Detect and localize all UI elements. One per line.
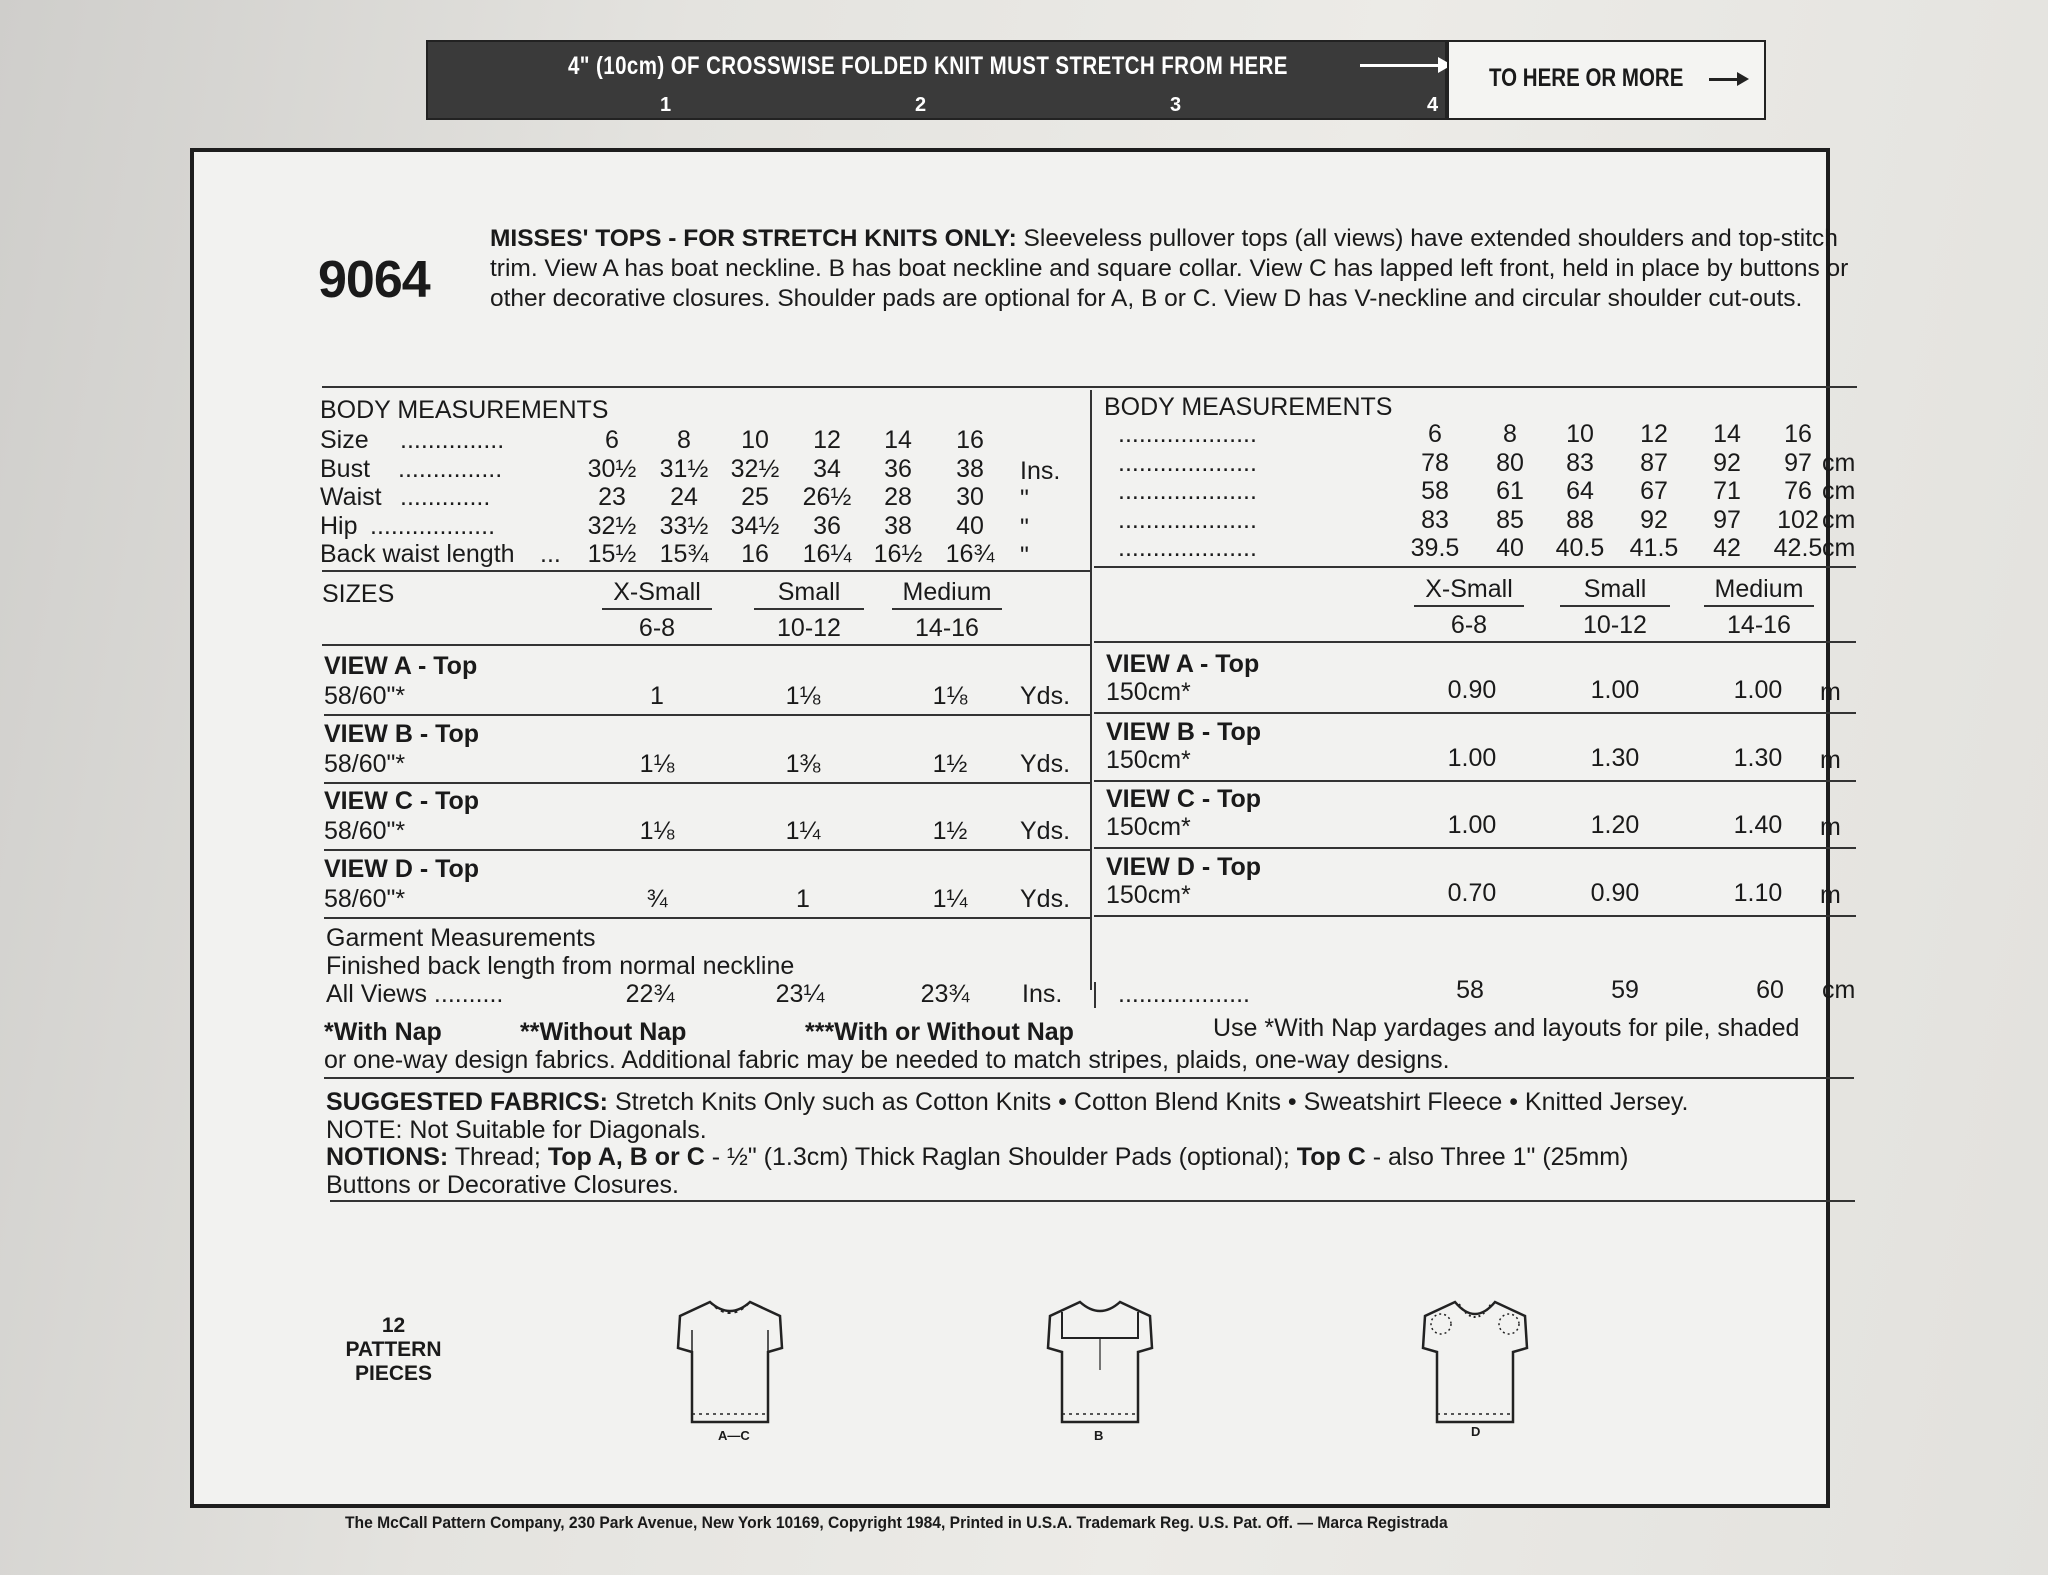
rule-top bbox=[322, 386, 1857, 388]
with-nap: *With Nap bbox=[324, 1018, 442, 1046]
fabric-width: 58/60"* bbox=[324, 749, 406, 778]
measure-dots: ... bbox=[540, 540, 561, 568]
sizes-label: SIZES bbox=[322, 580, 395, 608]
pattern-number: 9064 bbox=[318, 251, 430, 309]
view-name: VIEW C bbox=[1106, 785, 1195, 813]
view-name: VIEW D bbox=[324, 854, 413, 883]
metric-value: 42 bbox=[1713, 534, 1741, 562]
metric-value: 67 bbox=[1640, 477, 1668, 505]
view-name: VIEW B bbox=[324, 719, 413, 748]
rule-yardage bbox=[324, 782, 1090, 784]
measure-value: 33½ bbox=[659, 511, 709, 540]
rule-yardage bbox=[324, 849, 1090, 851]
yardage-value-metric: 1.30 bbox=[1590, 743, 1640, 772]
metric-value: 42.5 bbox=[1773, 534, 1823, 562]
rule-nap bbox=[324, 1077, 1854, 1079]
metric-dots: .................... bbox=[1118, 448, 1257, 477]
size-underline-metric bbox=[1414, 605, 1524, 607]
yardage-value: 1 bbox=[650, 682, 664, 710]
rule-yardage-metric bbox=[1094, 915, 1856, 917]
view-heading-metric: VIEW B - Top bbox=[1106, 717, 1262, 746]
yardage-value: 1⅛ bbox=[932, 682, 968, 710]
garment-metric-unit: cm bbox=[1822, 976, 1856, 1004]
rule-yardage-metric bbox=[1094, 712, 1856, 714]
metric-value: 6 bbox=[1428, 420, 1442, 448]
view-heading: VIEW A - Top bbox=[324, 652, 478, 680]
view-name: VIEW A bbox=[1106, 650, 1194, 678]
pattern-pieces-line1: PATTERN bbox=[345, 1338, 442, 1361]
rule-yardage-metric bbox=[1094, 780, 1856, 782]
yardage-unit: Yds. bbox=[1020, 682, 1071, 710]
size-name: Medium bbox=[902, 578, 992, 606]
yardage-value-metric: 1.00 bbox=[1447, 811, 1497, 839]
with-or-without-nap: ***With or Without Nap bbox=[805, 1018, 1074, 1046]
yardage-value: 1 bbox=[796, 884, 810, 913]
rule-measurements-metric bbox=[1094, 566, 1856, 568]
yardage-value-metric: 1.20 bbox=[1590, 811, 1640, 839]
metric-unit: cm bbox=[1822, 505, 1856, 534]
gauge-end-text: TO HERE OR MORE bbox=[1489, 64, 1684, 92]
metric-dots: .................... bbox=[1118, 505, 1257, 534]
garment-value-xs: 22¾ bbox=[625, 980, 675, 1008]
garment-row-label bbox=[326, 980, 503, 1008]
description-title: MISSES' TOPS - FOR STRETCH KNITS ONLY: bbox=[490, 225, 1017, 252]
size-underline bbox=[892, 608, 1002, 610]
notions-top-abc: Top A, B or C bbox=[547, 1143, 705, 1171]
drawing-label-d: D bbox=[1471, 1424, 1481, 1439]
gauge-tick-1: 1 bbox=[660, 94, 672, 116]
measure-value: 30½ bbox=[587, 454, 637, 483]
metric-value: 8 bbox=[1503, 420, 1517, 448]
measure-label: Hip bbox=[320, 511, 358, 540]
garment-heading: Garment Measurements bbox=[326, 924, 596, 952]
measure-value: 16 bbox=[956, 426, 984, 454]
yardage-value: 1½ bbox=[932, 749, 968, 778]
metric-value: 97 bbox=[1784, 448, 1812, 477]
view-item: Top bbox=[433, 652, 478, 680]
yardage-value-metric: 1.00 bbox=[1733, 676, 1783, 704]
measure-value: 36 bbox=[813, 511, 841, 540]
measure-label: Bust bbox=[320, 454, 371, 483]
yardage-unit-metric: m bbox=[1820, 880, 1841, 909]
gauge-tick-2: 2 bbox=[915, 94, 927, 116]
view-heading-metric: VIEW A - Top bbox=[1106, 650, 1260, 678]
metric-value: 64 bbox=[1566, 477, 1594, 505]
measure-value: 30 bbox=[956, 483, 984, 511]
metric-value: 78 bbox=[1421, 448, 1449, 477]
metric-value: 87 bbox=[1640, 448, 1668, 477]
garment-metric-m: 60 bbox=[1756, 976, 1784, 1004]
measure-dots: ............... bbox=[400, 426, 505, 454]
size-range: 6-8 bbox=[638, 614, 676, 642]
garment-metric-xs: 58 bbox=[1456, 976, 1484, 1004]
measure-value: 12 bbox=[813, 426, 841, 454]
nap-note-2: or one-way design fabrics. Additional fabric may be needed to match stripes, plaids, one-way designs. bbox=[324, 1046, 1450, 1074]
yardage-unit: Yds. bbox=[1020, 884, 1071, 913]
measure-value: 34½ bbox=[730, 511, 780, 540]
yardage-value-metric: 1.40 bbox=[1733, 811, 1783, 839]
footer-copyright: The McCall Pattern Company, 230 Park Avenue, New York 10169, Copyright 1984, Printed in U.S.A. Trademark Reg. U.S. Pat. Off. — Marca Registrada bbox=[345, 1513, 1448, 1532]
metric-value: 58 bbox=[1421, 477, 1449, 505]
arrow-right-icon bbox=[1709, 78, 1745, 81]
without-nap: **Without Nap bbox=[520, 1018, 687, 1046]
yardage-value-metric: 1.30 bbox=[1733, 743, 1783, 772]
size-name: Small bbox=[777, 578, 841, 606]
metric-dots: .................... bbox=[1118, 534, 1257, 562]
measure-value: 34 bbox=[813, 454, 841, 483]
metric-value: 83 bbox=[1566, 448, 1594, 477]
measure-unit: " bbox=[1020, 513, 1029, 542]
measure-dots: ............... bbox=[398, 454, 503, 483]
view-item: Top bbox=[435, 854, 480, 883]
measure-value: 40 bbox=[956, 511, 984, 540]
gauge-dark-section bbox=[426, 40, 1447, 120]
measure-value: 31½ bbox=[659, 454, 709, 483]
view-item: Top bbox=[435, 787, 480, 815]
view-d-drawing bbox=[1415, 1290, 1535, 1430]
arrow-right-icon bbox=[1360, 64, 1448, 67]
measure-value: 15¾ bbox=[659, 540, 709, 568]
metric-value: 61 bbox=[1496, 477, 1524, 505]
fabrics-text: Stretch Knits Only such as Cotton Knits • Cotton Blend Knits • Sweatshirt Fleece • Knitted Jersey. bbox=[614, 1088, 1689, 1116]
size-name-metric: Medium bbox=[1714, 575, 1804, 603]
rule-sizes bbox=[322, 644, 1090, 646]
drawing-label-b: B bbox=[1094, 1428, 1104, 1443]
view-item: Top bbox=[1217, 717, 1262, 746]
measure-value: 23 bbox=[598, 483, 626, 511]
metric-value: 80 bbox=[1496, 448, 1524, 477]
view-item: Top bbox=[1217, 852, 1262, 881]
measure-value: 25 bbox=[741, 483, 769, 511]
measure-value: 38 bbox=[884, 511, 912, 540]
measure-value: 10 bbox=[741, 426, 769, 454]
garment-subheading: Finished back length from normal neckline bbox=[326, 952, 795, 980]
metric-value: 14 bbox=[1713, 420, 1741, 448]
garment-label: All Views bbox=[326, 980, 427, 1008]
measure-value: 15½ bbox=[587, 540, 637, 568]
measure-value: 14 bbox=[884, 426, 912, 454]
fabrics-label: SUGGESTED FABRICS: bbox=[326, 1088, 608, 1116]
rule-sizes-metric bbox=[1094, 641, 1856, 643]
metric-dots: .................... bbox=[1118, 420, 1257, 448]
view-item: Top bbox=[435, 719, 480, 748]
rule-measurements bbox=[322, 570, 1090, 572]
metric-value: 40 bbox=[1496, 534, 1524, 562]
yardage-value: 1⅛ bbox=[639, 749, 675, 778]
view-a-c-drawing bbox=[670, 1290, 790, 1430]
metric-value: 88 bbox=[1566, 505, 1594, 534]
garment-divider bbox=[1094, 982, 1096, 1008]
fabrics-line bbox=[326, 1088, 1688, 1116]
view-heading-metric: VIEW D - Top bbox=[1106, 852, 1262, 881]
notions-line-2: Buttons or Decorative Closures. bbox=[326, 1171, 679, 1199]
gauge-main-text: 4" (10cm) OF CROSSWISE FOLDED KNIT MUST STRETCH FROM HERE bbox=[568, 52, 1288, 80]
size-name-metric: X-Small bbox=[1425, 575, 1513, 603]
drawing-label-a-c: A—C bbox=[718, 1428, 750, 1443]
view-heading: VIEW D - Top bbox=[324, 854, 480, 883]
measure-value: 16½ bbox=[873, 540, 923, 568]
size-range-metric: 10-12 bbox=[1583, 611, 1647, 639]
garment-value-m: 23¾ bbox=[920, 980, 970, 1008]
measure-label: Size bbox=[320, 426, 369, 454]
yardage-value-metric: 0.90 bbox=[1447, 676, 1497, 704]
measure-unit: Ins. bbox=[1020, 456, 1061, 485]
view-name: VIEW A bbox=[324, 652, 412, 680]
yardage-value: 1⅜ bbox=[785, 749, 821, 778]
notions-line bbox=[326, 1143, 1628, 1171]
view-name: VIEW B bbox=[1106, 717, 1195, 746]
size-name-metric: Small bbox=[1583, 575, 1647, 603]
yardage-unit: Yds. bbox=[1020, 749, 1071, 778]
notions-label: NOTIONS: bbox=[326, 1143, 449, 1171]
yardage-unit: Yds. bbox=[1020, 817, 1071, 845]
stretch-gauge bbox=[426, 40, 1766, 120]
size-range: 10-12 bbox=[777, 614, 841, 642]
body-measurements-heading-metric: BODY MEASUREMENTS bbox=[1104, 393, 1393, 421]
metric-value: 12 bbox=[1640, 420, 1668, 448]
description-body: Sleeveless pullover tops (all views) have extended shoulders and top-stitch trim. View A has boat neckline. B has boat neckline and square collar. View C has lapped left front, held in place by buttons or other decorative closures. Shoulder pads are optional for A, B or C. View D has V-neckline and circular shoulder cut-outs. bbox=[490, 225, 1849, 312]
yardage-value: 1¼ bbox=[932, 884, 968, 913]
size-underline-metric bbox=[1704, 605, 1814, 607]
metric-value: 41.5 bbox=[1629, 534, 1679, 562]
yardage-value: ¾ bbox=[646, 884, 668, 913]
yardage-unit-metric: m bbox=[1820, 813, 1841, 841]
yardage-value: 1¼ bbox=[785, 817, 821, 845]
yardage-value-metric: 0.70 bbox=[1447, 878, 1497, 907]
fabric-width-metric: 150cm* bbox=[1106, 813, 1191, 841]
view-heading: VIEW C - Top bbox=[324, 787, 480, 815]
yardage-value: 1⅛ bbox=[785, 682, 821, 710]
size-range: 14-16 bbox=[915, 614, 979, 642]
metric-unit: cm bbox=[1822, 534, 1856, 562]
yardage-value-metric: 1.00 bbox=[1447, 743, 1497, 772]
size-underline bbox=[754, 608, 864, 610]
yardage-value-metric: 0.90 bbox=[1590, 878, 1640, 907]
measure-value: 36 bbox=[884, 454, 912, 483]
rule-yardage bbox=[324, 917, 1090, 919]
view-heading: VIEW B - Top bbox=[324, 719, 480, 748]
measure-value: 24 bbox=[670, 483, 698, 511]
rule-yardage bbox=[324, 714, 1090, 716]
metric-value: 102 bbox=[1777, 505, 1819, 534]
metric-value: 71 bbox=[1713, 477, 1741, 505]
metric-unit: cm bbox=[1822, 448, 1856, 477]
metric-value: 83 bbox=[1421, 505, 1449, 534]
measure-value: 32½ bbox=[587, 511, 637, 540]
yardage-value-metric: 1.00 bbox=[1590, 676, 1640, 704]
metric-value: 16 bbox=[1784, 420, 1812, 448]
metric-value: 10 bbox=[1566, 420, 1594, 448]
metric-value: 97 bbox=[1713, 505, 1741, 534]
nap-note-1: Use *With Nap yardages and layouts for pile, shaded bbox=[1213, 1014, 1800, 1042]
view-item: Top bbox=[1215, 650, 1260, 678]
fabric-width-metric: 150cm* bbox=[1106, 880, 1191, 909]
metric-value: 92 bbox=[1640, 505, 1668, 534]
fabric-width-metric: 150cm* bbox=[1106, 678, 1191, 706]
yardage-value-metric: 1.10 bbox=[1733, 878, 1783, 907]
measure-value: 28 bbox=[884, 483, 912, 511]
metric-value: 39.5 bbox=[1410, 534, 1460, 562]
measure-value: 32½ bbox=[730, 454, 780, 483]
measure-value: 16 bbox=[741, 540, 769, 568]
gauge-tick-4: 4 bbox=[1427, 94, 1439, 116]
notions-part1: Thread; bbox=[454, 1143, 541, 1171]
measure-dots: ............. bbox=[400, 483, 491, 511]
yardage-unit-metric: m bbox=[1820, 745, 1841, 774]
fabric-width: 58/60"* bbox=[324, 682, 406, 710]
fabric-width: 58/60"* bbox=[324, 884, 406, 913]
garment-metric-s: 59 bbox=[1611, 976, 1639, 1004]
notions-part3: - also Three 1" (25mm) bbox=[1372, 1143, 1629, 1171]
metric-dots: .................... bbox=[1118, 477, 1257, 505]
metric-unit: cm bbox=[1822, 477, 1856, 505]
view-b-drawing bbox=[1040, 1290, 1160, 1430]
measure-value: 16¼ bbox=[802, 540, 852, 568]
view-name: VIEW D bbox=[1106, 852, 1195, 881]
garment-metric-dots: ................... bbox=[1118, 980, 1250, 1008]
measure-value: 26½ bbox=[802, 483, 852, 511]
metric-value: 76 bbox=[1784, 477, 1812, 505]
rule-notions bbox=[330, 1200, 1855, 1202]
measure-dots: .................. bbox=[370, 511, 496, 540]
yardage-value: 1⅛ bbox=[639, 817, 675, 845]
garment-unit: Ins. bbox=[1022, 980, 1063, 1008]
metric-value: 85 bbox=[1496, 505, 1524, 534]
measure-unit: " bbox=[1020, 542, 1029, 570]
garment-dots: .......... bbox=[433, 980, 504, 1008]
body-measurements-heading: BODY MEASUREMENTS bbox=[320, 396, 609, 424]
metric-value: 92 bbox=[1713, 448, 1741, 477]
view-heading-metric: VIEW C - Top bbox=[1106, 785, 1262, 813]
view-item: Top bbox=[1217, 785, 1262, 813]
description bbox=[490, 224, 1880, 314]
notions-part2: - ½" (1.3cm) Thick Raglan Shoulder Pads (optional); bbox=[711, 1143, 1290, 1171]
measure-value: 6 bbox=[605, 426, 619, 454]
measure-value: 16¾ bbox=[945, 540, 995, 568]
size-name: X-Small bbox=[613, 578, 701, 606]
measure-unit: " bbox=[1020, 485, 1029, 513]
measure-value: 8 bbox=[677, 426, 691, 454]
column-divider bbox=[1090, 390, 1092, 990]
garment-value-s: 23¼ bbox=[775, 980, 825, 1008]
yardage-value: 1½ bbox=[932, 817, 968, 845]
measure-label: Waist bbox=[320, 483, 382, 511]
fabric-width: 58/60"* bbox=[324, 817, 406, 845]
size-underline bbox=[602, 608, 712, 610]
view-name: VIEW C bbox=[324, 787, 413, 815]
fabrics-note: NOTE: Not Suitable for Diagonals. bbox=[326, 1116, 707, 1144]
fabric-width-metric: 150cm* bbox=[1106, 745, 1191, 774]
metric-value: 40.5 bbox=[1555, 534, 1605, 562]
gauge-light-section bbox=[1447, 40, 1766, 120]
measure-value: 38 bbox=[956, 454, 984, 483]
gauge-tick-3: 3 bbox=[1170, 94, 1182, 116]
measure-label: Back waist length bbox=[320, 540, 515, 568]
rule-yardage-metric bbox=[1094, 847, 1856, 849]
pattern-pieces-line2: PIECES bbox=[354, 1362, 433, 1385]
pattern-pieces-count: 12 bbox=[381, 1314, 406, 1337]
notions-top-c: Top C bbox=[1296, 1143, 1366, 1171]
size-range-metric: 6-8 bbox=[1450, 611, 1488, 639]
size-underline-metric bbox=[1560, 605, 1670, 607]
size-range-metric: 14-16 bbox=[1727, 611, 1791, 639]
yardage-unit-metric: m bbox=[1820, 678, 1841, 706]
